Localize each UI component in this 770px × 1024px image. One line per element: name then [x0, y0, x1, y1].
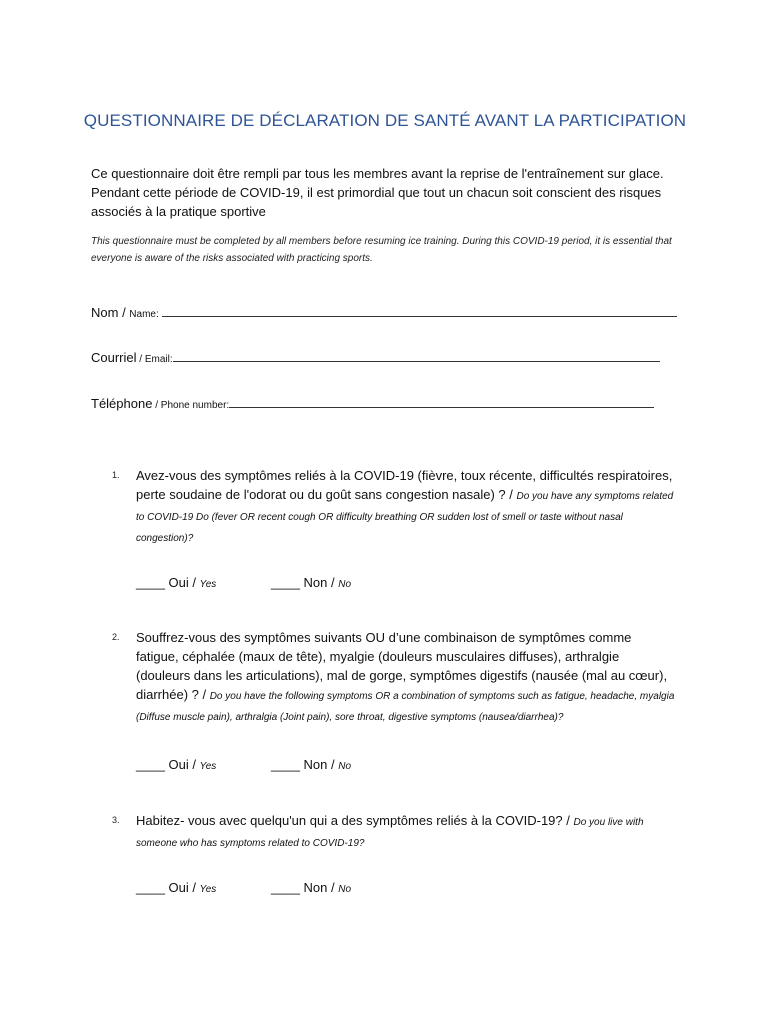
email-label-suffix: : — [169, 354, 173, 365]
phone-label-suffix: : — [226, 400, 230, 411]
question-1-number: 1. — [112, 470, 120, 480]
question-1-text — [136, 466, 676, 548]
question-3-yes-label-fr: Oui / — [164, 880, 200, 895]
question-2-yes-blank[interactable]: ____ — [136, 757, 165, 772]
question-2-text-en: Do you have the following symptoms OR a combination of symptoms such as fatigue, headache, myalgia (Diffuse muscle pain), arthralgia (Joint pain), sore throat, digestive symptoms (nausea/diarrhea)? — [136, 691, 675, 723]
question-2-text — [136, 628, 676, 727]
name-label-en: Name — [129, 309, 156, 320]
question-3-no-label-fr: Non / — [299, 880, 339, 895]
phone-label-en: Phone number — [160, 400, 227, 411]
name-label-sep: / — [118, 305, 130, 320]
question-2-yes[interactable] — [136, 757, 216, 772]
email-label-sep: / — [136, 354, 145, 365]
phone-label-sep: / — [152, 400, 161, 411]
question-2-yes-label-fr: Oui / — [164, 757, 200, 772]
question-1-yes-blank[interactable]: ____ — [136, 575, 165, 590]
question-3-text — [136, 811, 676, 853]
name-input-line[interactable] — [162, 304, 677, 317]
email-label-fr: Courriel — [91, 350, 137, 365]
question-1-yes-label-fr: Oui / — [164, 575, 200, 590]
phone-input-line[interactable] — [229, 395, 654, 408]
question-3-no-label-en: No — [338, 884, 352, 895]
question-1-yes[interactable] — [136, 575, 216, 590]
question-3-no-blank[interactable]: ____ — [271, 880, 300, 895]
question-1-no-blank[interactable]: ____ — [271, 575, 300, 590]
intro-english: This questionnaire must be completed by all members before resuming ice training. During this COVID-19 period, it is essential that everyone is aware of the risks associated with practicing sports. — [91, 236, 672, 264]
question-3-yes[interactable] — [136, 880, 216, 895]
question-3-yes-label-en: Yes — [199, 884, 217, 895]
name-label-suffix: : — [155, 309, 159, 320]
email-field[interactable] — [91, 349, 660, 365]
question-3-text-en: Do you live with someone who has symptoms related to COVID-19? — [136, 817, 644, 849]
question-1-text-en: Do you have any symptoms related to COVID-19 Do (fever OR recent cough OR difficulty breathing OR sudden lost of smell or taste without nasal congestion)? — [136, 491, 674, 544]
question-3-yes-blank[interactable]: ____ — [136, 880, 165, 895]
question-1-yes-label-en: Yes — [199, 579, 217, 590]
question-2-no-blank[interactable]: ____ — [271, 757, 300, 772]
question-1-no[interactable] — [271, 575, 351, 590]
question-2-no[interactable] — [271, 757, 351, 772]
phone-field[interactable] — [91, 395, 654, 411]
question-3-no[interactable] — [271, 880, 351, 895]
question-3-text-fr: Habitez- vous avec quelqu'un qui a des symptômes reliés à la COVID-19? / — [136, 813, 574, 828]
question-2-no-label-fr: Non / — [299, 757, 339, 772]
question-3-number: 3. — [112, 815, 120, 825]
question-1-no-label-en: No — [338, 579, 352, 590]
document-title: QUESTIONNAIRE DE DÉCLARATION DE SANTÉ AVANT LA PARTICIPATION — [83, 111, 687, 130]
intro-french: Ce questionnaire doit être rempli par tous les membres avant la reprise de l'entraînement sur glace. Pendant cette période de COVID-19, il est primordial que tout un chacun soit conscient des risques associés à la pratique sportive — [91, 166, 664, 219]
name-label-fr: Nom — [91, 305, 119, 320]
question-2-text-fr: Souffrez-vous des symptômes suivants OU d’une combinaison de symptômes comme fatigue, céphalée (maux de tête), myalgie (douleurs musculaires diffuses), arthralgie (douleurs dans les articulations), mal de gorge, symptômes digestifs (nausée (mal au cœur), diarrhée) ? / — [136, 630, 668, 702]
email-label-en: Email — [144, 354, 170, 365]
question-2-yes-label-en: Yes — [199, 761, 217, 772]
email-input-line[interactable] — [173, 349, 660, 362]
phone-label-fr: Téléphone — [91, 396, 153, 411]
question-1-no-label-fr: Non / — [299, 575, 339, 590]
question-2-no-label-en: No — [338, 761, 352, 772]
question-2-number: 2. — [112, 632, 120, 642]
name-field[interactable] — [91, 304, 677, 320]
question-1-text-fr: Avez-vous des symptômes reliés à la COVID-19 (fièvre, toux récente, difficultés respiratoires, perte soudaine de l'odorat ou du goût sans congestion nasale) ? / — [136, 468, 673, 502]
